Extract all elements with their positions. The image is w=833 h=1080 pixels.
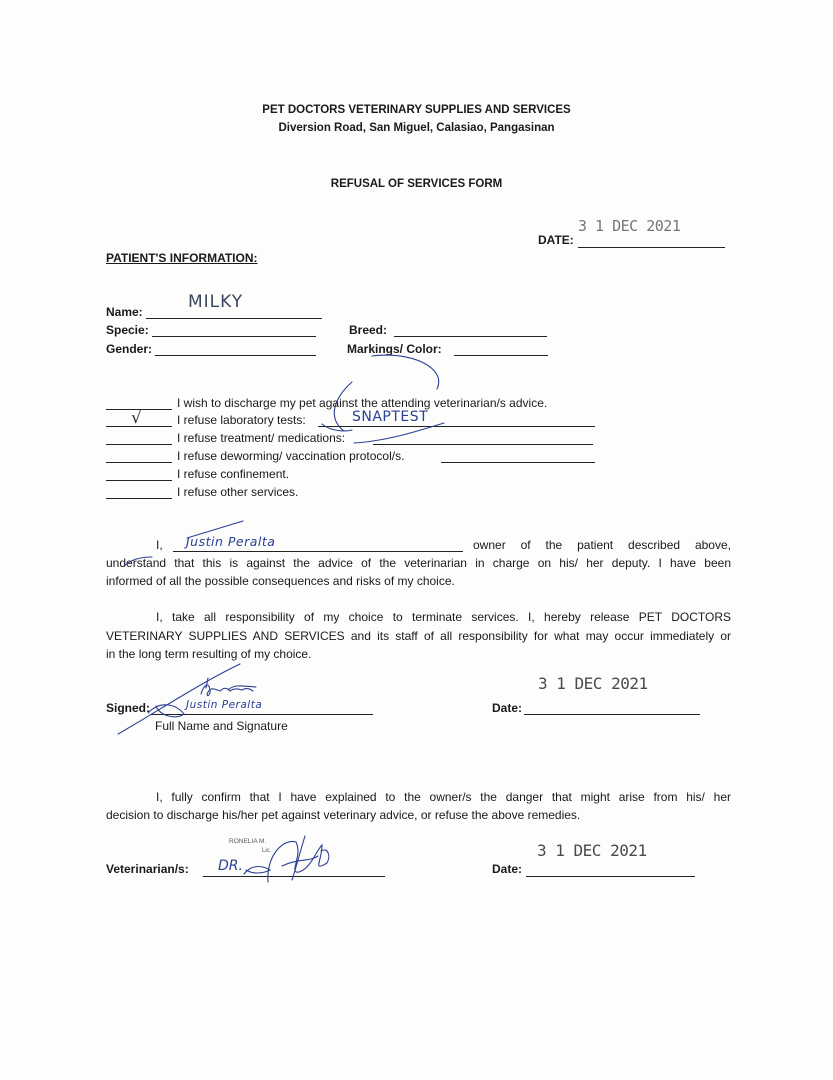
- option-blank-line: [106, 462, 172, 463]
- company-address: Diversion Road, San Miguel, Calasiao, Pangasinan: [278, 122, 555, 134]
- owner-date-line: [524, 714, 700, 715]
- owner-signature-line: [150, 714, 373, 715]
- vet-date-label: Date:: [492, 862, 523, 876]
- company-name: PET DOCTORS VETERINARY SUPPLIES AND SERVICES: [262, 104, 571, 116]
- name-label: Name:: [106, 305, 143, 319]
- option-text: I refuse confinement.: [177, 467, 290, 481]
- full-name-and-signature-caption: Full Name and Signature: [155, 719, 288, 733]
- top-date-label: DATE:: [538, 233, 574, 247]
- check-mark-icon: √: [131, 408, 142, 428]
- lab-tests-detail-line: [318, 426, 595, 427]
- release-line3: in the long term resulting of my choice.: [106, 647, 312, 661]
- deworming-detail-line: [441, 462, 595, 463]
- veterinarian-signature-line: [203, 876, 385, 877]
- option-text: I wish to discharge my pet against the attending veterinarian/s advice.: [177, 396, 548, 410]
- option-blank-line: [106, 498, 172, 499]
- vet-date-line: [526, 876, 695, 877]
- patient-info-heading: PATIENT'S INFORMATION:: [106, 251, 258, 265]
- lab-tests-handwritten-detail: SNAPTEST: [352, 409, 429, 425]
- medications-detail-line: [373, 444, 593, 445]
- owner-signature-handwritten-name: Justin Peralta: [186, 699, 263, 711]
- markings-color-field-line: [454, 355, 548, 356]
- owner-date-stamp: 3 1 DEC 2021: [538, 674, 648, 693]
- owner-handwritten-name: Justin Peralta: [186, 534, 276, 549]
- specie-field-line: [152, 336, 316, 337]
- specie-label: Specie:: [106, 323, 149, 337]
- top-date-line: [578, 247, 725, 248]
- name-handwritten-value: MILKY: [188, 292, 244, 312]
- gender-field-line: [155, 355, 316, 356]
- option-blank-line: [106, 480, 172, 481]
- option-text: I refuse treatment/ medications:: [177, 431, 346, 445]
- name-field-line: [146, 318, 322, 319]
- vet-stamp-license: Lic.: [262, 848, 272, 854]
- form-title: REFUSAL OF SERVICES FORM: [330, 178, 503, 190]
- vet-handwritten-title: DR.: [218, 858, 243, 874]
- acknowledgement-line2: understand that this is against the advice of the veterinarian in charge on his/ her deputy. I have been: [106, 556, 731, 570]
- option-text: I refuse other services.: [177, 485, 299, 499]
- vet-title-scribble: [244, 867, 270, 874]
- release-line1: I, take all responsibility of my choice to terminate services. I, hereby release PET DOCTORS: [156, 610, 731, 624]
- breed-label: Breed:: [349, 323, 388, 337]
- acknowledgement-prefix: I,: [156, 538, 163, 552]
- confirmation-line1: I, fully confirm that I have explained to the owner/s the danger that might arise from his/ her: [156, 790, 731, 804]
- top-date-stamp: 3 1 DEC 2021: [578, 217, 681, 235]
- vet-stamp-name: RONELIA M.: [229, 838, 267, 845]
- breed-field-line: [394, 336, 547, 337]
- release-line2: VETERINARY SUPPLIES AND SERVICES and its staff of all responsibility for what may occur immediately or: [106, 629, 731, 643]
- veterinarian-label: Veterinarian/s:: [106, 862, 189, 876]
- owner-name-line: [173, 551, 463, 552]
- acknowledgement-line1-suffix: owner of the patient described above,: [473, 538, 731, 552]
- vet-date-stamp: 3 1 DEC 2021: [537, 841, 647, 860]
- markings-color-label: Markings/ Color:: [347, 342, 442, 356]
- pen-arc-stroke: [372, 355, 439, 389]
- acknowledgement-line3: informed of all the possible consequences and risks of my choice.: [106, 574, 455, 588]
- signed-label: Signed:: [106, 701, 150, 715]
- owner-signed-loop: [148, 705, 184, 717]
- option-blank-line: [106, 444, 172, 445]
- owner-signature-scribble: [201, 678, 256, 696]
- option-text: I refuse deworming/ vaccination protocol/s.: [177, 449, 405, 463]
- gender-label: Gender:: [106, 342, 153, 356]
- owner-date-label: Date:: [492, 701, 523, 715]
- option-text: I refuse laboratory tests:: [177, 413, 306, 427]
- confirmation-line2: decision to discharge his/her pet against veterinary advice, or refuse the above remedies.: [106, 808, 581, 822]
